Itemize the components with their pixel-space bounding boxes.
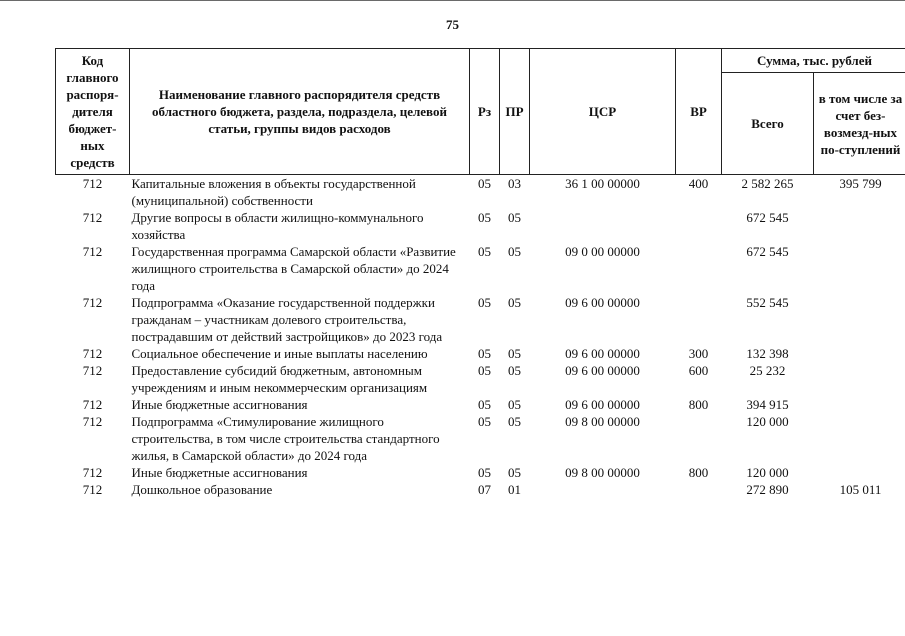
cell-pr: 01 [508,482,521,497]
cell-total: 272 890 [746,482,789,497]
header-sum: Сумма, тыс. рублей [722,49,905,73]
table-row [56,345,905,362]
cell-csr [530,209,676,243]
cell-pr: 05 [508,346,521,361]
table-row [56,243,905,294]
cell-csr: 09 6 00 00000 [565,346,640,361]
cell-name: Социальное обеспечение и иные выплаты населению [131,346,428,361]
cell-csr: 09 0 00 00000 [565,244,640,259]
cell-name: Государственная программа Самарской области «Развитие жилищного строительства в Самарской области» до 2024 года [131,244,456,293]
table-row [56,294,905,345]
cell-pr: 05 [508,295,521,310]
cell-total: 132 398 [746,346,789,361]
cell-name: Подпрограмма «Оказание государственной поддержки гражданам – участникам долевого строительства, пострадавшим от действий застройщиков» до 2023 года [131,295,443,344]
cell-code: 712 [82,244,103,259]
cell-total: 120 000 [746,414,789,429]
cell-rz: 07 [478,482,491,497]
cell-pr: 03 [508,176,521,191]
cell-name: Другие вопросы в области жилищно-коммунального хозяйства [131,210,424,242]
cell-vr [676,294,722,345]
cell-free: 105 011 [839,482,882,497]
cell-total: 672 545 [746,244,789,259]
cell-total: 25 232 [749,363,786,378]
cell-code: 712 [82,210,103,225]
cell-code: 712 [82,465,103,480]
cell-vr [676,481,722,498]
header-vr: ВР [676,49,722,175]
cell-name: Иные бюджетные ассигнования [131,397,308,412]
cell-rz: 05 [478,414,491,429]
cell-vr [676,209,722,243]
cell-pr: 05 [508,465,521,480]
table-header [56,49,905,175]
cell-code: 712 [82,346,103,361]
cell-name: Дошкольное образование [131,482,273,497]
cell-name: Предоставление субсидий бюджетным, автономным учреждениям и иным некоммерческим организациям [131,363,428,395]
cell-total: 120 000 [746,465,789,480]
table-row [56,209,905,243]
cell-rz: 05 [478,465,491,480]
cell-total: 552 545 [746,295,789,310]
cell-free [814,243,905,294]
cell-rz: 05 [478,295,491,310]
cell-vr: 800 [688,397,709,412]
cell-free [814,209,905,243]
cell-vr: 800 [688,465,709,480]
cell-pr: 05 [508,244,521,259]
table-row [56,396,905,413]
cell-rz: 05 [478,363,491,378]
cell-pr: 05 [508,414,521,429]
cell-csr [530,481,676,498]
cell-rz: 05 [478,176,491,191]
cell-code: 712 [82,482,103,497]
scan-edge-line [0,0,905,1]
cell-code: 712 [82,397,103,412]
header-code: Код главного распоря-дителя бюджет-ных средств [56,49,130,175]
cell-csr: 09 8 00 00000 [565,414,640,429]
cell-pr: 05 [508,210,521,225]
table-row [56,481,905,498]
table-row [56,362,905,396]
table-row [56,175,905,210]
cell-pr: 05 [508,397,521,412]
cell-free [814,396,905,413]
budget-table [55,48,905,498]
cell-name: Капитальные вложения в объекты государственной (муниципальной) собственности [131,176,416,208]
cell-name: Подпрограмма «Стимулирование жилищного строительства, в том числе строительства стандартного жилья, в Самарской области» до 2024 года [131,414,440,463]
cell-vr: 600 [688,363,709,378]
cell-vr [676,413,722,464]
cell-free [814,345,905,362]
cell-free [814,362,905,396]
cell-code: 712 [82,363,103,378]
cell-total: 394 915 [746,397,789,412]
header-csr: ЦСР [530,49,676,175]
header-pr: ПР [500,49,530,175]
cell-vr: 400 [688,176,709,191]
cell-csr: 36 1 00 00000 [565,176,640,191]
cell-code: 712 [82,176,103,191]
cell-rz: 05 [478,346,491,361]
cell-free [814,464,905,481]
header-name: Наименование главного распорядителя средств областного бюджета, раздела, подраздела, целевой статьи, группы видов расходов [130,49,470,175]
cell-total: 2 582 265 [741,176,794,191]
header-free: в том числе за счет без-возмезд-ных по-ступлений [814,73,905,175]
page-number: 75 [446,17,459,32]
cell-vr [676,243,722,294]
cell-free [814,413,905,464]
header-rz: Рз [470,49,500,175]
cell-csr: 09 6 00 00000 [565,397,640,412]
header-total: Всего [722,73,814,175]
cell-csr: 09 8 00 00000 [565,465,640,480]
cell-vr: 300 [688,346,709,361]
table-row [56,464,905,481]
table-body [56,175,905,499]
cell-name: Иные бюджетные ассигнования [131,465,308,480]
cell-rz: 05 [478,397,491,412]
cell-code: 712 [82,414,103,429]
cell-csr: 09 6 00 00000 [565,363,640,378]
cell-free [814,294,905,345]
cell-pr: 05 [508,363,521,378]
cell-total: 672 545 [746,210,789,225]
cell-free: 395 799 [839,176,882,191]
cell-csr: 09 6 00 00000 [565,295,640,310]
cell-rz: 05 [478,244,491,259]
cell-code: 712 [82,295,103,310]
cell-rz: 05 [478,210,491,225]
table-row [56,413,905,464]
